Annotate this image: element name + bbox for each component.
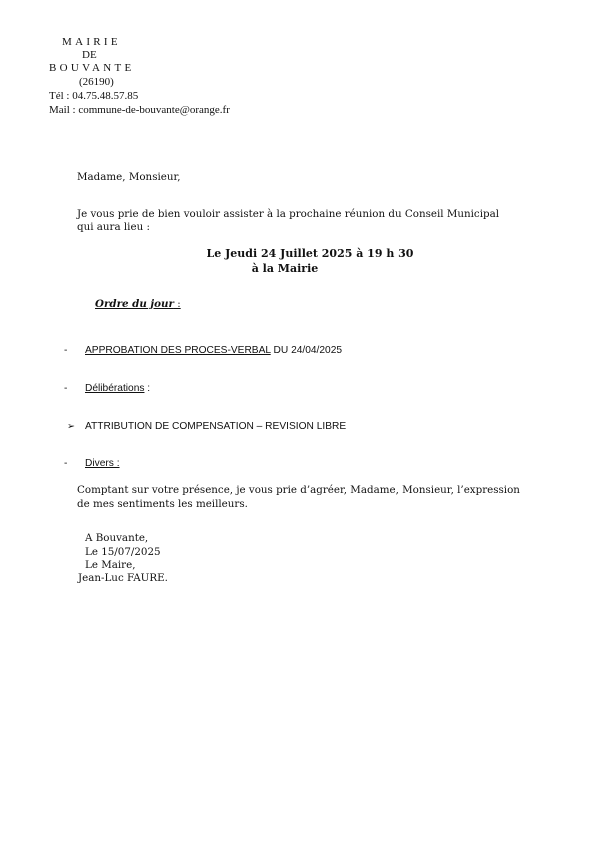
signature-role: Le Maire, [85,559,136,571]
email-address: Mail : commune-de-bouvante@orange.fr [49,104,230,116]
de-label: DE [82,49,97,61]
closing-line-2: de mes sentiments les meilleurs. [77,498,248,510]
agenda-item-2-colon: : [144,383,151,394]
agenda-title-text: Ordre du jour [95,298,174,310]
greeting: Madame, Monsieur, [77,171,181,183]
meeting-place: à la Mairie [251,262,319,275]
signature-name: Jean-Luc FAURE. [78,572,168,584]
closing-line-1: Comptant sur votre présence, je vous prie d’agréer, Madame, Monsieur, l’expression [77,484,520,496]
agenda-title-colon: : [173,298,181,310]
commune-name: BOUVANTE [49,62,135,74]
intro-line-1: Je vous prie de bien vouloir assister à la prochaine réunion du Conseil Municipal [77,208,500,220]
postal-code: (26190) [79,76,114,88]
agenda-bullet-1: - [64,345,68,356]
signature-place: A Bouvante, [85,532,149,544]
phone-number: Tél : 04.75.48.57.85 [49,90,139,102]
agenda-item-1-title: APPROBATION DES PROCES-VERBAL [85,345,271,356]
intro-line-2: qui aura lieu : [77,221,150,233]
agenda-item-3: ATTRIBUTION DE COMPENSATION – REVISION LIBRE [85,421,347,432]
signature-date: Le 15/07/2025 [85,546,161,558]
agenda-title [95,298,181,310]
agenda-item-1-date: DU 24/04/2025 [270,345,343,356]
agenda-item-4: Divers : [85,458,120,469]
agenda-item-2-label: Délibérations [85,383,145,394]
arrow-bullet-icon: ➢ [67,421,75,432]
agenda-item-1 [85,345,342,356]
agenda-item-2 [85,383,150,394]
mairie-label: MAIRIE [62,36,121,48]
meeting-date: Le Jeudi 24 Juillet 2025 à 19 h 30 [206,247,414,260]
agenda-bullet-4: - [64,458,68,469]
agenda-bullet-2: - [64,383,68,394]
